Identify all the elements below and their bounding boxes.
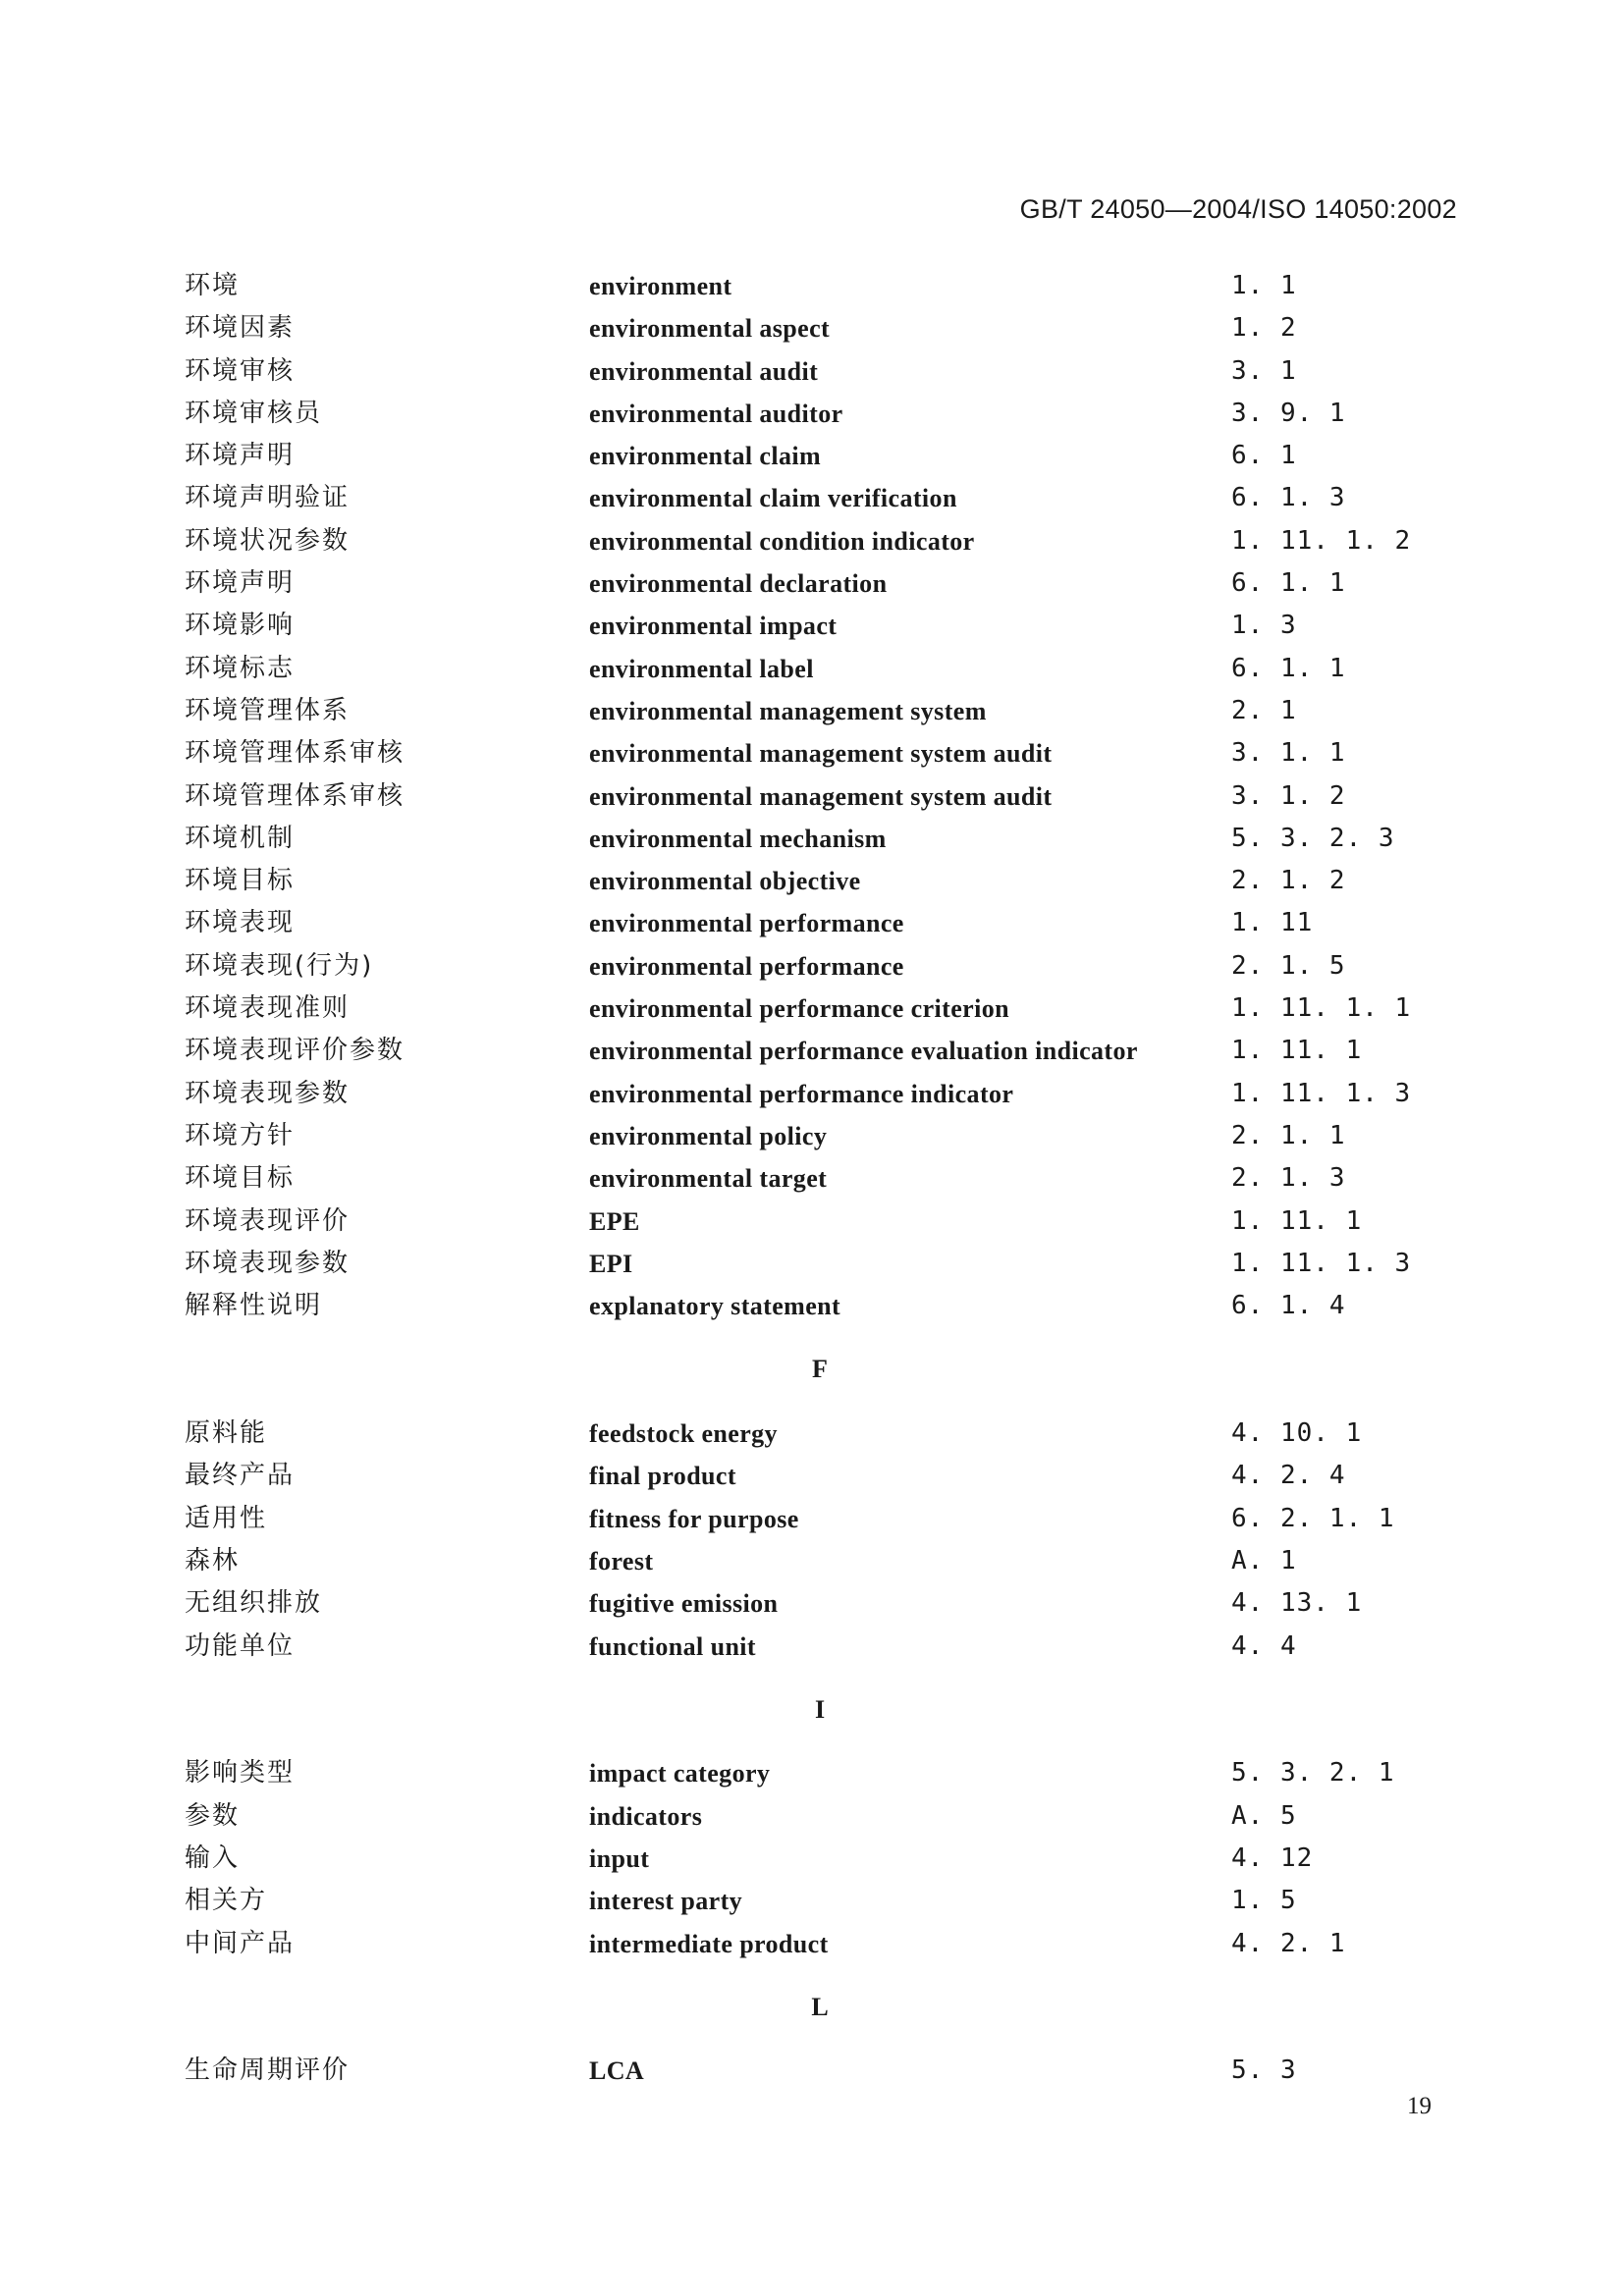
clause-reference: 6. 1. 4: [1231, 1291, 1346, 1321]
section-heading: [0, 1965, 1624, 2051]
clause-reference: 1. 11. 1: [1231, 1036, 1363, 1066]
english-term: forest: [589, 1546, 654, 1575]
page-number: 19: [1407, 2093, 1432, 2119]
chinese-term: 环境声明: [185, 568, 296, 599]
chinese-term: 环境表现参数: [185, 1248, 351, 1278]
index-entry-row: [0, 1243, 1624, 1285]
clause-reference: 1. 2: [1231, 313, 1297, 344]
index-entry-row: [0, 2050, 1624, 2092]
clause-reference: 2. 1. 2: [1231, 866, 1346, 896]
english-term: final product: [589, 1462, 736, 1491]
english-term: environmental objective: [589, 867, 861, 896]
english-term: environmental condition indicator: [589, 526, 975, 556]
clause-reference: 3. 1. 1: [1231, 738, 1346, 769]
section-letter: F: [812, 1355, 828, 1384]
english-term: functional unit: [589, 1631, 756, 1661]
english-term: environmental management system audit: [589, 781, 1053, 811]
chinese-term: 解释性说明: [185, 1291, 323, 1321]
chinese-term: 环境表现(行为): [185, 950, 374, 981]
clause-reference: 1. 5: [1231, 1886, 1297, 1916]
english-term: EPE: [589, 1206, 640, 1236]
clause-reference: 3. 9. 1: [1231, 398, 1346, 428]
index-entry-row: [0, 1795, 1624, 1838]
index-entry-row: [0, 1498, 1624, 1540]
section-letter: I: [814, 1694, 826, 1724]
clause-reference: 1. 11. 1: [1231, 1205, 1363, 1236]
clause-reference: 3. 1. 2: [1231, 780, 1346, 811]
english-term: environmental performance evaluation indicator: [589, 1037, 1138, 1066]
english-term: explanatory statement: [589, 1292, 841, 1321]
index-entry-row: [0, 1115, 1624, 1157]
standard-code-header: GB/T 24050—2004/ISO 14050:2002: [1019, 194, 1457, 224]
chinese-term: 相关方: [185, 1886, 268, 1916]
chinese-term: 环境方针: [185, 1120, 296, 1150]
english-term: environmental performance criterion: [589, 994, 1009, 1024]
index-entry-row: [0, 520, 1624, 562]
clause-reference: 1. 11. 1. 3: [1231, 1078, 1412, 1108]
term-index: [0, 265, 1624, 2093]
chinese-term: 中间产品: [185, 1928, 296, 1958]
english-term: environment: [589, 272, 732, 300]
index-entry-row: [0, 477, 1624, 519]
clause-reference: 4. 13. 1: [1231, 1588, 1363, 1619]
chinese-term: 环境因素: [185, 313, 296, 344]
clause-reference: A. 5: [1231, 1800, 1297, 1831]
index-entry-row: [0, 732, 1624, 774]
index-entry-row: [0, 775, 1624, 818]
chinese-term: 功能单位: [185, 1630, 296, 1661]
english-term: input: [589, 1843, 650, 1873]
index-entry-row: [0, 690, 1624, 732]
clause-reference: 4. 10. 1: [1231, 1418, 1363, 1449]
english-term: EPI: [589, 1249, 633, 1278]
english-term: fugitive emission: [589, 1589, 779, 1619]
index-entry-row: [0, 1157, 1624, 1200]
clause-reference: 4. 4: [1231, 1630, 1297, 1661]
index-entry-row: [0, 648, 1624, 690]
clause-reference: 3. 1: [1231, 355, 1297, 386]
index-entry-row: [0, 945, 1624, 988]
clause-reference: 5. 3: [1231, 2056, 1297, 2086]
index-entry-row: [0, 265, 1624, 307]
index-entry-row: [0, 435, 1624, 477]
english-term: environmental performance: [589, 951, 904, 981]
index-entry-row: [0, 562, 1624, 605]
chinese-term: 参数: [185, 1800, 241, 1831]
chinese-term: 环境状况参数: [185, 525, 351, 556]
chinese-term: 环境目标: [185, 1163, 296, 1194]
section-heading: [0, 1668, 1624, 1753]
clause-reference: 1. 11. 1. 1: [1231, 993, 1412, 1024]
index-entry-row: [0, 1923, 1624, 1965]
chinese-term: 环境管理体系审核: [185, 738, 406, 769]
clause-reference: 6. 2. 1. 1: [1231, 1503, 1395, 1533]
index-entry-row: [0, 307, 1624, 349]
english-term: environmental impact: [589, 612, 838, 641]
english-term: impact category: [589, 1759, 771, 1789]
chinese-term: 环境审核员: [185, 398, 323, 428]
index-entry-row: [0, 860, 1624, 902]
english-term: environmental claim verification: [589, 484, 957, 513]
clause-reference: 1. 11. 1. 3: [1231, 1248, 1412, 1278]
english-term: environmental aspect: [589, 314, 831, 344]
english-term: environmental target: [589, 1164, 828, 1194]
index-entry-row: [0, 605, 1624, 647]
chinese-term: 环境: [185, 271, 241, 300]
clause-reference: 4. 2. 1: [1231, 1928, 1346, 1958]
index-entry-row: [0, 1030, 1624, 1072]
chinese-term: 影响类型: [185, 1758, 296, 1789]
chinese-term: 最终产品: [185, 1461, 296, 1491]
clause-reference: 5. 3. 2. 1: [1231, 1758, 1395, 1789]
chinese-term: 无组织排放: [185, 1588, 323, 1619]
clause-reference: 1. 11. 1. 2: [1231, 525, 1412, 556]
chinese-term: 生命周期评价: [185, 2056, 351, 2086]
chinese-term: 环境声明: [185, 441, 296, 471]
section-heading: [0, 1327, 1624, 1413]
english-term: interest party: [589, 1887, 743, 1916]
clause-reference: 4. 12: [1231, 1842, 1314, 1873]
english-term: fitness for purpose: [589, 1504, 799, 1533]
chinese-term: 森林: [185, 1545, 241, 1575]
chinese-term: 环境声明验证: [185, 483, 351, 513]
chinese-term: 环境表现评价参数: [185, 1036, 406, 1066]
english-term: environmental performance: [589, 909, 904, 938]
english-term: LCA: [589, 2056, 645, 2086]
index-entry-row: [0, 1285, 1624, 1327]
chinese-term: 环境表现: [185, 908, 296, 938]
english-term: intermediate product: [589, 1929, 829, 1958]
index-entry-row: [0, 1201, 1624, 1243]
english-term: environmental declaration: [589, 569, 888, 599]
chinese-term: 环境管理体系审核: [185, 780, 406, 811]
english-term: environmental auditor: [589, 399, 843, 428]
english-term: environmental management system audit: [589, 739, 1053, 769]
chinese-term: 环境表现评价: [185, 1205, 351, 1236]
clause-reference: 2. 1: [1231, 695, 1297, 725]
clause-reference: 2. 1. 3: [1231, 1163, 1346, 1194]
index-entry-row: [0, 1880, 1624, 1922]
chinese-term: 环境影响: [185, 611, 296, 641]
chinese-term: 环境标志: [185, 653, 296, 683]
english-term: environmental performance indicator: [589, 1079, 1014, 1108]
index-entry-row: [0, 1582, 1624, 1625]
clause-reference: 6. 1. 3: [1231, 483, 1346, 513]
english-term: feedstock energy: [589, 1419, 778, 1449]
clause-reference: 6. 1. 1: [1231, 653, 1346, 683]
index-entry-row: [0, 1455, 1624, 1497]
english-term: environmental label: [589, 654, 814, 683]
clause-reference: 1. 11: [1231, 908, 1314, 938]
index-entry-row: [0, 1752, 1624, 1794]
clause-reference: 2. 1. 1: [1231, 1120, 1346, 1150]
chinese-term: 环境管理体系: [185, 695, 351, 725]
english-term: environmental management system: [589, 696, 987, 725]
chinese-term: 环境表现准则: [185, 993, 351, 1024]
index-entry-row: [0, 393, 1624, 435]
clause-reference: 4. 2. 4: [1231, 1461, 1346, 1491]
chinese-term: 环境目标: [185, 866, 296, 896]
english-term: environmental claim: [589, 442, 822, 471]
english-term: environmental mechanism: [589, 824, 887, 853]
index-entry-row: [0, 902, 1624, 944]
chinese-term: 适用性: [185, 1503, 268, 1533]
clause-reference: 5. 3. 2. 3: [1231, 823, 1395, 853]
clause-reference: 2. 1. 5: [1231, 950, 1346, 981]
clause-reference: 1. 3: [1231, 611, 1297, 641]
clause-reference: 1. 1: [1231, 271, 1297, 300]
index-entry-row: [0, 988, 1624, 1030]
index-entry-row: [0, 1413, 1624, 1455]
chinese-term: 环境表现参数: [185, 1078, 351, 1108]
chinese-term: 环境审核: [185, 355, 296, 386]
index-entry-row: [0, 1626, 1624, 1668]
clause-reference: 6. 1: [1231, 441, 1297, 471]
chinese-term: 输入: [185, 1842, 241, 1873]
index-entry-row: [0, 818, 1624, 860]
chinese-term: 原料能: [185, 1418, 268, 1449]
english-term: environmental policy: [589, 1121, 828, 1150]
index-entry-row: [0, 1540, 1624, 1582]
index-entry-row: [0, 1838, 1624, 1880]
index-entry-row: [0, 350, 1624, 393]
english-term: indicators: [589, 1801, 703, 1831]
clause-reference: A. 1: [1231, 1545, 1297, 1575]
chinese-term: 环境机制: [185, 823, 296, 853]
english-term: environmental audit: [589, 356, 819, 386]
section-letter: L: [811, 1992, 829, 2021]
clause-reference: 6. 1. 1: [1231, 568, 1346, 599]
index-entry-row: [0, 1073, 1624, 1115]
